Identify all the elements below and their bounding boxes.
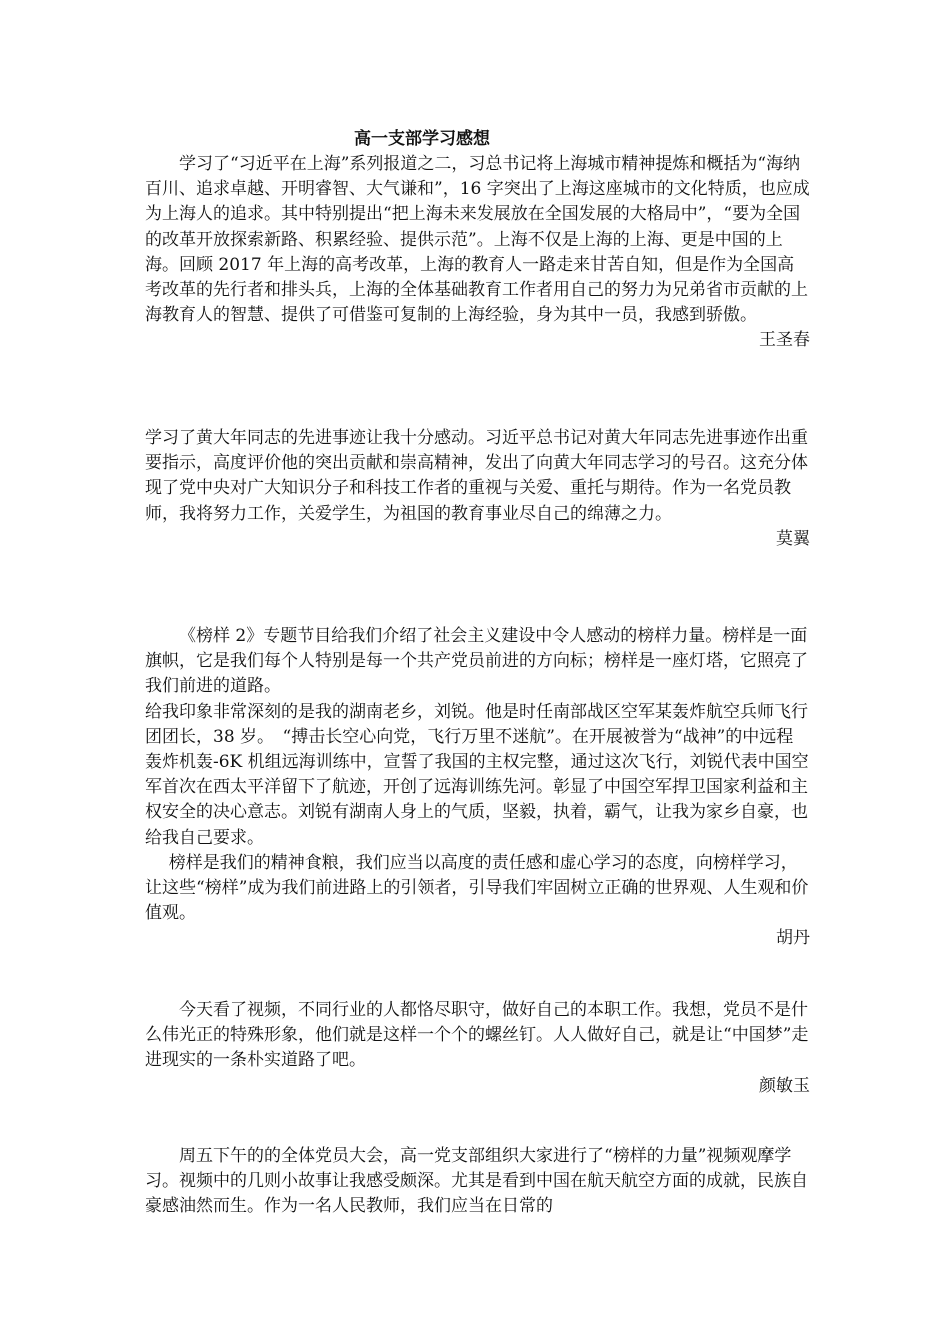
essay-section-4 (145, 998, 810, 1099)
author-signature: 胡丹 (776, 928, 810, 949)
document-title: 高一支部学习感想 (354, 129, 490, 149)
essay-section-2 (145, 426, 810, 552)
essay-paragraph: 学习了黄大年同志的先进事迹让我十分感动。习近平总书记对黄大年同志先进事迹作出重要指示，高度评价他的突出贡献和崇高精神，发出了向黄大年同志学习的号召。这充分体现了党中央对广大知识分子和科技工作者的重视与关爱、重托与期待。作为一名党员教师，我将努力工作，关爱学生，为祖国的教育事业尽自己的绵薄之力。 (145, 428, 808, 524)
essay-section-3 (145, 624, 810, 951)
essay-paragraph: 《榜样 2》专题节目给我们介绍了社会主义建设中令人感动的榜样力量。榜样是一面旗帜，它是我们每个人特别是每一个共产党员前进的方向标；榜样是一座灯塔，它照亮了我们前进的道路。 (145, 626, 808, 697)
author-signature: 莫翼 (776, 528, 810, 549)
essay-paragraph: 学习了“习近平在上海”系列报道之二，习总书记将上海城市精神提炼和概括为“海纳百川、追求卓越、开明睿智、大气谦和”，16 字突出了上海这座城市的文化特质，也应成为上海人的追求。其中特别提出“把上海未来发展放在全国发展的大格局中”，“要为全国的改革开放探索新路、积累经验、提供示范”。上海不仅是上海的上海、更是中国的上海。回顾 2017 年上海的高考改革，上海的教育人一路走来甘苦自知，但是作为全国高考改革的先行者和排头兵，上海的全体基础教育工作者用自己的努力为兄弟省市贡献的上海教育人的智慧、提供了可借鉴可复制的上海经验，身为其中一员，我感到骄傲。 (145, 154, 810, 326)
author-signature: 王圣春 (759, 330, 810, 351)
essay-paragraph: 今天看了视频，不同行业的人都恪尽职守，做好自己的本职工作。我想，党员不是什么伟光正的特殊形象，他们就是这样一个个的螺丝钉。人人做好自己，就是让“中国梦”走进现实的一条朴实道路了吧。 (145, 1000, 809, 1071)
essay-section-1 (145, 152, 810, 353)
essay-section-5 (145, 1144, 810, 1220)
author-signature: 颜敏玉 (759, 1075, 810, 1096)
essay-paragraph: 周五下午的的全体党员大会，高一党支部组织大家进行了“榜样的力量”视频观摩学习。视频中的几则小故事让我感受颇深。尤其是看到中国在航天航空方面的成就，民族自豪感油然而生。作为一名人民教师，我们应当在日常的 (145, 1146, 808, 1217)
essay-paragraph: 给我印象非常深刻的是我的湖南老乡，刘锐。他是时任南部战区空军某轰炸航空兵师飞行团团长，38 岁。 “搏击长空心向党，飞行万里不迷航”。在开展被誉为“战神”的中远程轰炸机轰-6K 机组远海训练中，宣誓了我国的主权完整，通过这次飞行，刘锐代表中国空军首次在西太平洋留下了航迹，开创了远海训练先河。彰显了中国空军捍卫国家利益和主权安全的决心意志。刘锐有湖南人身上的气质，坚毅，执着，霸气，让我为家乡自豪，也给我自己要求。 (145, 701, 809, 848)
essay-paragraph: 榜样是我们的精神食粮，我们应当以高度的责任感和虚心学习的态度，向榜样学习，让这些“榜样”成为我们前进路上的引领者，引导我们牢固树立正确的世界观、人生观和价值观。 (145, 852, 809, 924)
